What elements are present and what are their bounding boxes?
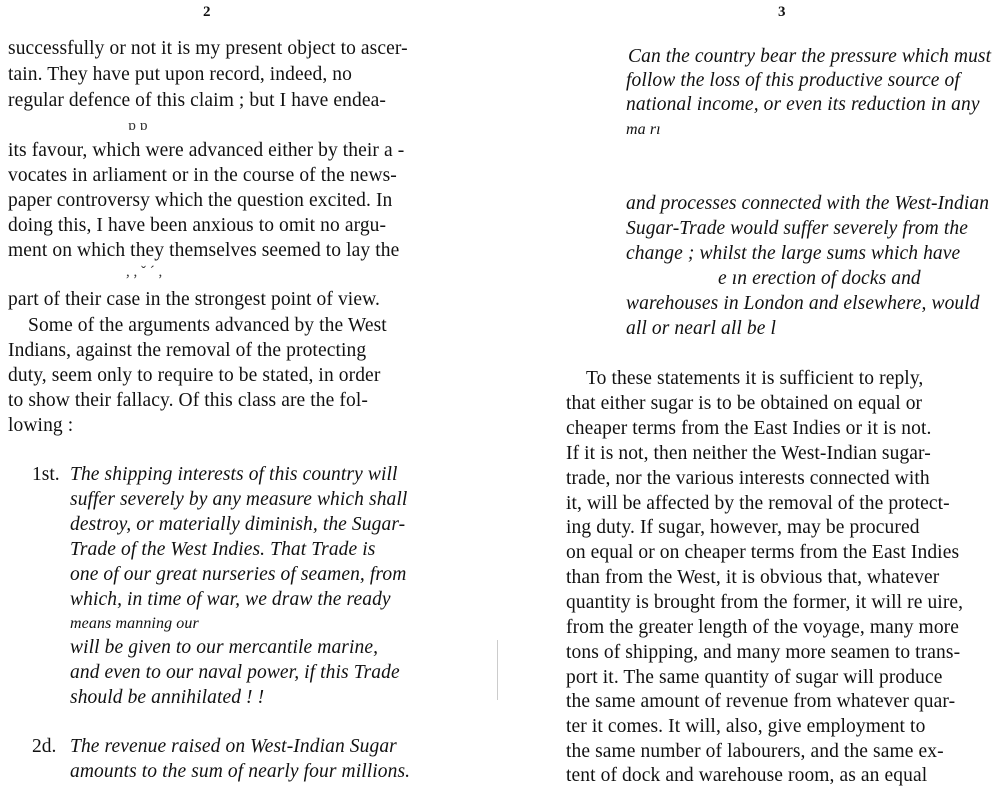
text-line: part of their case in the strongest point of view. [8,289,380,310]
text-line: it, will be affected by the removal of the protect- [566,493,950,514]
quote-line: all or nearl all be l [626,318,776,339]
text-line: Indians, against the removal of the protecting [8,340,367,361]
quote-line: follow the loss of this productive source of [626,70,960,91]
text-line: successfully or not it is my present object to ascer- [8,38,408,59]
text-line: duty, seem only to require to be stated, in order [8,365,381,386]
quote-line: Sugar-Trade would suffer severely from the [626,218,968,239]
text-line: cheaper terms from the East Indies or it is not. [566,418,932,439]
page-number-left: 2 [203,4,211,20]
illegible-fragment: , , ˇ ˊ , [126,264,163,280]
quote-line: which, in time of war, we draw the ready [70,589,391,610]
quote-line: should be annihilated ! ! [70,687,265,708]
text-line: the same amount of revenue from whatever quar- [566,691,956,712]
quote-line: Can the country bear the pressure which must [628,46,992,67]
quote-line: suffer severely by any measure which shall [70,489,408,510]
quote-line: ma rı [626,121,661,138]
text-line: lowing : [8,415,74,436]
text-line: regular defence of this claim ; but I have endea- [8,90,386,111]
text-line: Some of the arguments advanced by the West [28,315,387,336]
quote-line: The shipping interests of this country will [70,464,398,485]
text-line: tent of dock and warehouse room, as an equal [566,765,928,786]
quote-line: Trade of the West Indies. That Trade is [70,539,376,560]
quote-line: warehouses in London and elsewhere, would [626,293,980,314]
text-line: ing duty. If sugar, however, may be procured [566,517,920,538]
list-item-label: 2d. [32,736,57,757]
illegible-fragment: ɒ ɒ [128,118,148,134]
text-line: paper controversy which the question excited. In [8,190,393,211]
text-line: than from the West, it is obvious that, whatever [566,567,940,588]
text-line: the same number of labourers, and the same ex- [566,741,944,762]
text-line: To these statements it is sufficient to reply, [586,368,924,389]
text-line: on equal or on cheaper terms from the East Indies [566,542,960,563]
text-line: its favour, which were advanced either by their a - [8,140,405,161]
text-line: to show their fallacy. Of this class are the fol- [8,390,368,411]
quote-line: destroy, or materially diminish, the Sugar- [70,514,406,535]
quote-line: one of our great nurseries of seamen, from [70,564,407,585]
quote-line: means manning our [70,615,199,632]
right-page [500,0,1000,791]
text-line: vocates in arliament or in the course of the news- [8,165,397,186]
text-line: ment on which they themselves seemed to lay the [8,240,400,261]
quote-line: amounts to the sum of nearly four millions. [70,761,411,782]
list-item-label: 1st. [32,464,60,485]
page-number-right: 3 [778,4,786,20]
quote-line: e ın erection of docks and [718,268,921,289]
text-line: If it is not, then neither the West-Indian sugar- [566,443,931,464]
text-line: from the greater length of the voyage, many more [566,617,960,638]
quote-line: will be given to our mercantile marine, [70,637,379,658]
text-line: trade, nor the various interests connected with [566,468,930,489]
quote-line: change ; whilst the large sums which have [626,243,961,264]
text-line: doing this, I have been anxious to omit no argu- [8,215,387,236]
quote-line: The revenue raised on West-Indian Sugar [70,736,397,757]
text-line: ter it comes. It will, also, give employment to [566,716,926,737]
quote-line: and processes connected with the West-Indian [626,193,990,214]
text-line: tons of shipping, and many more seamen to trans- [566,642,961,663]
quote-line: national income, or even its reduction in any [626,94,980,115]
text-line: quantity is brought from the former, it will re uire, [566,592,964,613]
text-line: tain. They have put upon record, indeed, no [8,64,353,85]
left-page [0,0,470,791]
quote-line: and even to our naval power, if this Trade [70,662,400,683]
page-gutter [497,640,498,700]
text-line: port it. The same quantity of sugar will produce [566,667,943,688]
text-line: that either sugar is to be obtained on equal or [566,393,923,414]
